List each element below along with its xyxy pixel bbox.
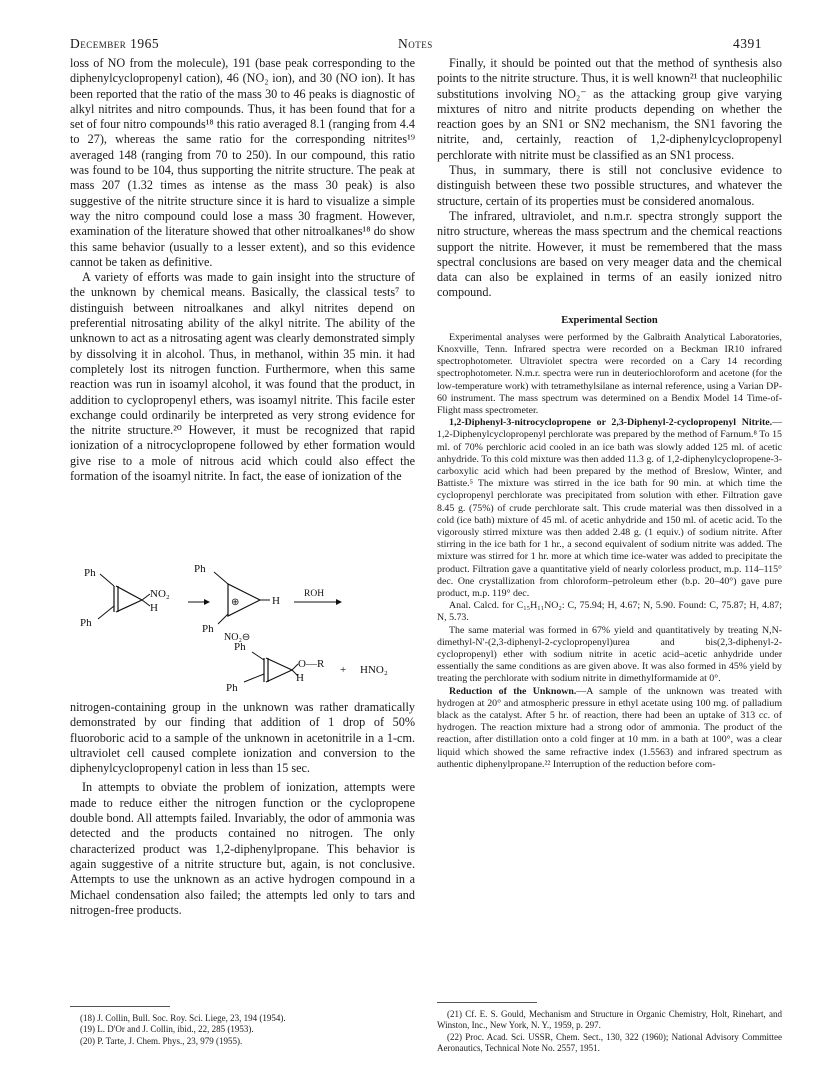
svg-text:Ph: Ph — [84, 567, 96, 579]
svg-text:HNO₂: HNO₂ — [360, 664, 388, 676]
footnote-rule — [70, 1006, 170, 1007]
reduction-heading: Reduction of the Unknown. — [449, 685, 577, 697]
nitrocyclopropene-structure — [80, 567, 170, 629]
preparation-body: —1,2-Diphenylcyclopropenyl perchlorate was prepared by the method of Farnum.⁸ To 15 ml. of 70% perchloric acid cooled in an ice bath was slowly added 125 ml. of acetic anhydride. To this cold mixture was then added 11.3 g. of 1,2-diphenylcyclopropene-3-carboxylic acid which had been prepared by the method of Breslow, Winter, and Battiste.⁵ The mixture was stirred in the ice bath for 90 min. at which time the cyclopropenyl perchlorate was precipitated from solution with ether. Filtration gave 8.45 g. (75%) of crude perchlorate salt. This crude material was then dissolved in a cold (ice bath) mixture of 45 ml. of acetic anhydride and 150 ml. of acetic acid. To the vigorously stirred mixture was then added 2.48 g. (1 equiv.) of sodium nitrite. After stirring in the ice bath for 1 hr., a second equivalent of sodium nitrite was added. The mixture was stirred for 1 hr. more at which time ice-water was added to precipitate the product. Filtration gave a quantitative yield of nearly colorless product, m.p. 114–115° dec. One crystallization from chloroform–petroleum ether (b.p. 20–40°) gave pure product, m.p. 119° dec. — [437, 417, 782, 600]
svg-text:Ph: Ph — [234, 641, 246, 653]
paragraph-reduction-attempts: In attempts to obviate the problem of ionization, attempts were made to reduce either the nitrogen function or the cyclopropene double bond. All attempts failed. Invariably, the odor of ammonia was detected and the products contained no nitrogen. The only characterized product was 1,2-diphenylpropane. This behavior is again suggestive of a nitrite structure but, again, is not conclusive. Attempts to use the unknown as an active hydrogen compound in a Michael condensation also failed; the attempts led only to tars and nitrogen-free products. — [70, 780, 415, 917]
svg-text:Ph: Ph — [80, 617, 92, 629]
svg-text:ROH: ROH — [304, 589, 325, 599]
paragraph-chemical-means: A variety of efforts was made to gain insight into the structure of the unknown by chemical means. Basically, the classical tests⁷ to distinguish between nitroalkanes and alkyl nitrites depend on preferential nitrosating ability of the alkyl nitrite. The ability of the unknown to act as a nitrosating agent was clearly demonstrated simply by dissolving it in alcohol. Thus, in methanol, within 35 min. it had completely lost its nitrogen function. Furthermore, when this same reaction was run in isoamyl alcohol, it was found that the product, in addition to cyclopropenyl ethers, was isoamyl nitrite. This facile ester exchange could ordinarily be interpreted as very strong evidence for the nitrite structure.²⁰ However, it must be recognized that rapid ionization of a nitrocyclopropene followed by ether formation would give rise to a mole of nitrous acid which could also effect the formation of the isoamyl nitrite. In fact, the ease of ionization of the — [70, 270, 415, 484]
svg-text:H: H — [150, 602, 158, 614]
footnote-19: (19) L. D'Or and J. Collin, ibid., 22, 285 (1953). — [80, 1024, 254, 1035]
svg-text:+: + — [340, 664, 347, 676]
paragraph-alternate-routes: The same material was formed in 67% yield and quantitatively by treating N,N-dimethyl-N′-(2,3-diphenyl-2-cyclopropenyl)urea and bis(2,3-diphenyl-2-cyclopropenyl) ether with sodium nitrite in acetic acid–acetic anhydride under essentially the same conditions as are given above. It was also formed in 45% yield by treating the perchlorate with sodium nitrite in dimethylformamide at 0°. — [437, 624, 782, 685]
paragraph-ionization: nitrogen-containing group in the unknown was rather dramatically demonstrated by our finding that addition of 1 drop of 50% fluoroboric acid to a sample of the unknown in acetonitrile in a 1-cm. ultraviolet cell caused complete ionization and conversion to the diphenylcyclopropenyl cation in less than 15 sec. — [70, 700, 415, 776]
left-footnotes — [70, 1006, 415, 1047]
left-column-bottom — [70, 700, 415, 918]
svg-text:⊕: ⊕ — [231, 597, 240, 608]
paragraph-synthesis: Finally, it should be pointed out that the method of synthesis also points to the nitrite structure. Thus, it is well known²¹ that nucleophilic substitutions involving NO₂⁻ as the attacking group give varying mixtures of nitro and nitrite products depending on whether the reaction goes by an SN1 or SN2 mechanism, the SN1 favoring the nitrite, and, certainly, reaction of 1,2-diphenylcyclopropenyl perchlorate with nitrite must be classified as an SN1 process. — [437, 56, 782, 162]
paragraph-analyses: Experimental analyses were performed by the Galbraith Analytical Laboratories, Knoxville, Tenn. Infrared spectra were recorded on a Beckman IR10 infrared spectrophotometer. Ultraviolet spectra were recorded on a Cary 14 recording spectrophotometer. N.m.r. spectra were run in deuteriochloroform and acetone (for the low-temperature work) with tetramethylsilane as internal reference, using a Varian DP-60 instrument. The mass spectrum was determined on a Bendix Model 14 Time-of-Flight mass spectrometer. — [437, 331, 782, 416]
paragraph-reduction — [437, 686, 782, 771]
reaction-scheme — [80, 563, 414, 696]
preparation-heading: 1,2-Diphenyl-3-nitrocyclopropene or 2,3-Diphenyl-2-cyclopropenyl Nitrite. — [449, 417, 773, 429]
svg-text:H: H — [272, 595, 280, 607]
reduction-body: —A sample of the unknown was treated with hydrogen at 20° and atmospheric pressure in ethyl acetate using 100 mg. of palladium black as the catalyst. After 5 hr. of reaction, there had been an uptake of 313 cc. of hydrogen. The reaction mixture had a strong odor of ammonia. The product of the reaction, after distillation onto a cold finger at 10 mm. in a bath at 100°, was a clear liquid which showed the same refractive index (1.5563) and infrared spectrum as authentic diphenylpropane.²² Interruption of the reduction before com- — [437, 685, 782, 770]
running-header-date: December 1965 — [70, 36, 160, 51]
paragraph-mass-spectrum: loss of NO from the molecule), 191 (base peak corresponding to the diphenylcyclopropenyl cation), 46 (NO₂ ion), and 30 (NO ion). It has been reported that the ratio of the mass 30 to 46 peaks is diagnostic of alkyl nitrites and nitro compounds. Thus, it has been found that for a set of four nitro compounds¹⁸ this ratio averaged 8.1 (ranging from 4.4 to 27), whereas the same ratio for the corresponding nitrites¹⁹ averaged 148 (ranging from 70 to 250). In our compound, this ratio was found to be 104, thus supporting the nitrite structure. The peak at mass 207 (1.32 times as intense as the mass 30 peak) is also suggestive of the nitrite structure since it is hard to visualize a simple way the nitro compound could lose a mass 30 fragment. However, examination of the literature showed that other nitroalkanes¹⁸ do show this same behavior (usually to a lesser extent), and so this evidence cannot be taken as definitive. — [70, 56, 415, 269]
cyclopropenyl-ether-structure — [226, 641, 325, 694]
svg-text:Ph: Ph — [194, 563, 206, 575]
footnote-22: (22) Proc. Acad. Sci. USSR, Chem. Sect., 130, 322 (1960); National Advisory Committee Aeronautics, Technical Note No. 2557, 1951. — [437, 1031, 782, 1054]
footnote-18: (18) J. Collin, Bull. Soc. Roy. Sci. Liege, 23, 194 (1954). — [80, 1013, 286, 1023]
running-header-section: Notes — [398, 36, 433, 51]
footnote-21: (21) Cf. E. S. Gould, Mechanism and Structure in Organic Chemistry, Holt, Rinehart, and Winston, Inc., New York, N. Y., 1959, p. 297. — [437, 1009, 782, 1031]
paragraph-spectra: The infrared, ultraviolet, and n.m.r. spectra strongly support the nitro structure, whereas the mass spectrum and the chemical reactions support the nitrite. However, it must be remembered that the mass spectral conclusions are based on very meager data and the chemical data can also be explained in terms of an easily ionized nitro compound. — [437, 208, 782, 300]
svg-text:Ph: Ph — [202, 623, 214, 635]
paragraph-analysis-data: Anal. Calcd. for C₁₅H₁₁NO₂: C, 75.94; H, 4.67; N, 5.90. Found: C, 75.87; H, 4.87; N, 5.73. — [437, 600, 782, 624]
svg-text:Ph: Ph — [226, 682, 238, 694]
section-title: Experimental Section — [561, 314, 658, 326]
paragraph-preparation — [437, 417, 782, 600]
svg-text:H: H — [296, 672, 304, 684]
paragraph-summary: Thus, in summary, there is still not conclusive evidence to distinguish between these two possible structures, and whatever the structure, certain of its properties must be considered anomalous. — [437, 163, 782, 208]
footnote-rule-right — [437, 1002, 537, 1003]
footnote-20: (20) P. Tarte, J. Chem. Phys., 23, 979 (1955). — [80, 1035, 243, 1046]
svg-text:O—R: O—R — [298, 658, 325, 670]
left-column-top — [70, 56, 415, 484]
page-number: 4391 — [733, 36, 762, 51]
svg-text:NO₂⊖: NO₂⊖ — [224, 632, 251, 643]
svg-text:NO₂: NO₂ — [150, 588, 170, 600]
right-column — [437, 56, 782, 771]
right-footnotes — [437, 1002, 782, 1055]
